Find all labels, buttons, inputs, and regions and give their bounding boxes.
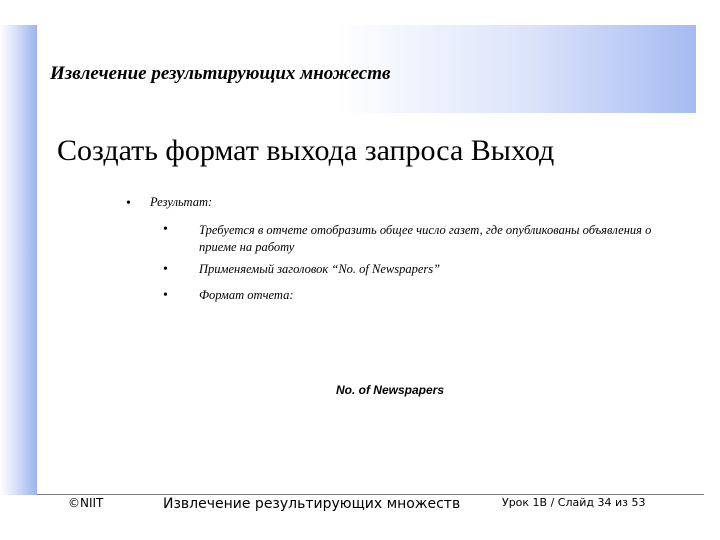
footer-topic: Извлечение результирующих множеств [163, 496, 461, 512]
list-item: Формат отчета: [199, 288, 294, 302]
footer-divider [37, 494, 704, 495]
slide-title: Извлечение результирующих множеств [50, 63, 391, 84]
bullet-marker: • [163, 262, 168, 277]
bullet-marker: • [163, 288, 168, 303]
bullet-marker: • [163, 222, 168, 237]
list-item: Применяемый заголовок “No. of Newspapers” [199, 262, 441, 276]
left-decor-bar [0, 25, 37, 495]
list-item: Требуется в отчете отобразить общее число газет, где опубликованы объявления о приеме на работу [199, 223, 652, 254]
bullet-marker: • [126, 196, 131, 211]
footer-copyright: ©NIIT [68, 496, 104, 510]
result-label: Результат: [150, 195, 213, 209]
report-column-header: No. of Newspapers [335, 383, 445, 397]
slide-subtitle: Создать формат выхода запроса Выход [57, 134, 555, 167]
footer-slide-info: Урок 1B / Слайд 34 из 53 [502, 496, 646, 509]
